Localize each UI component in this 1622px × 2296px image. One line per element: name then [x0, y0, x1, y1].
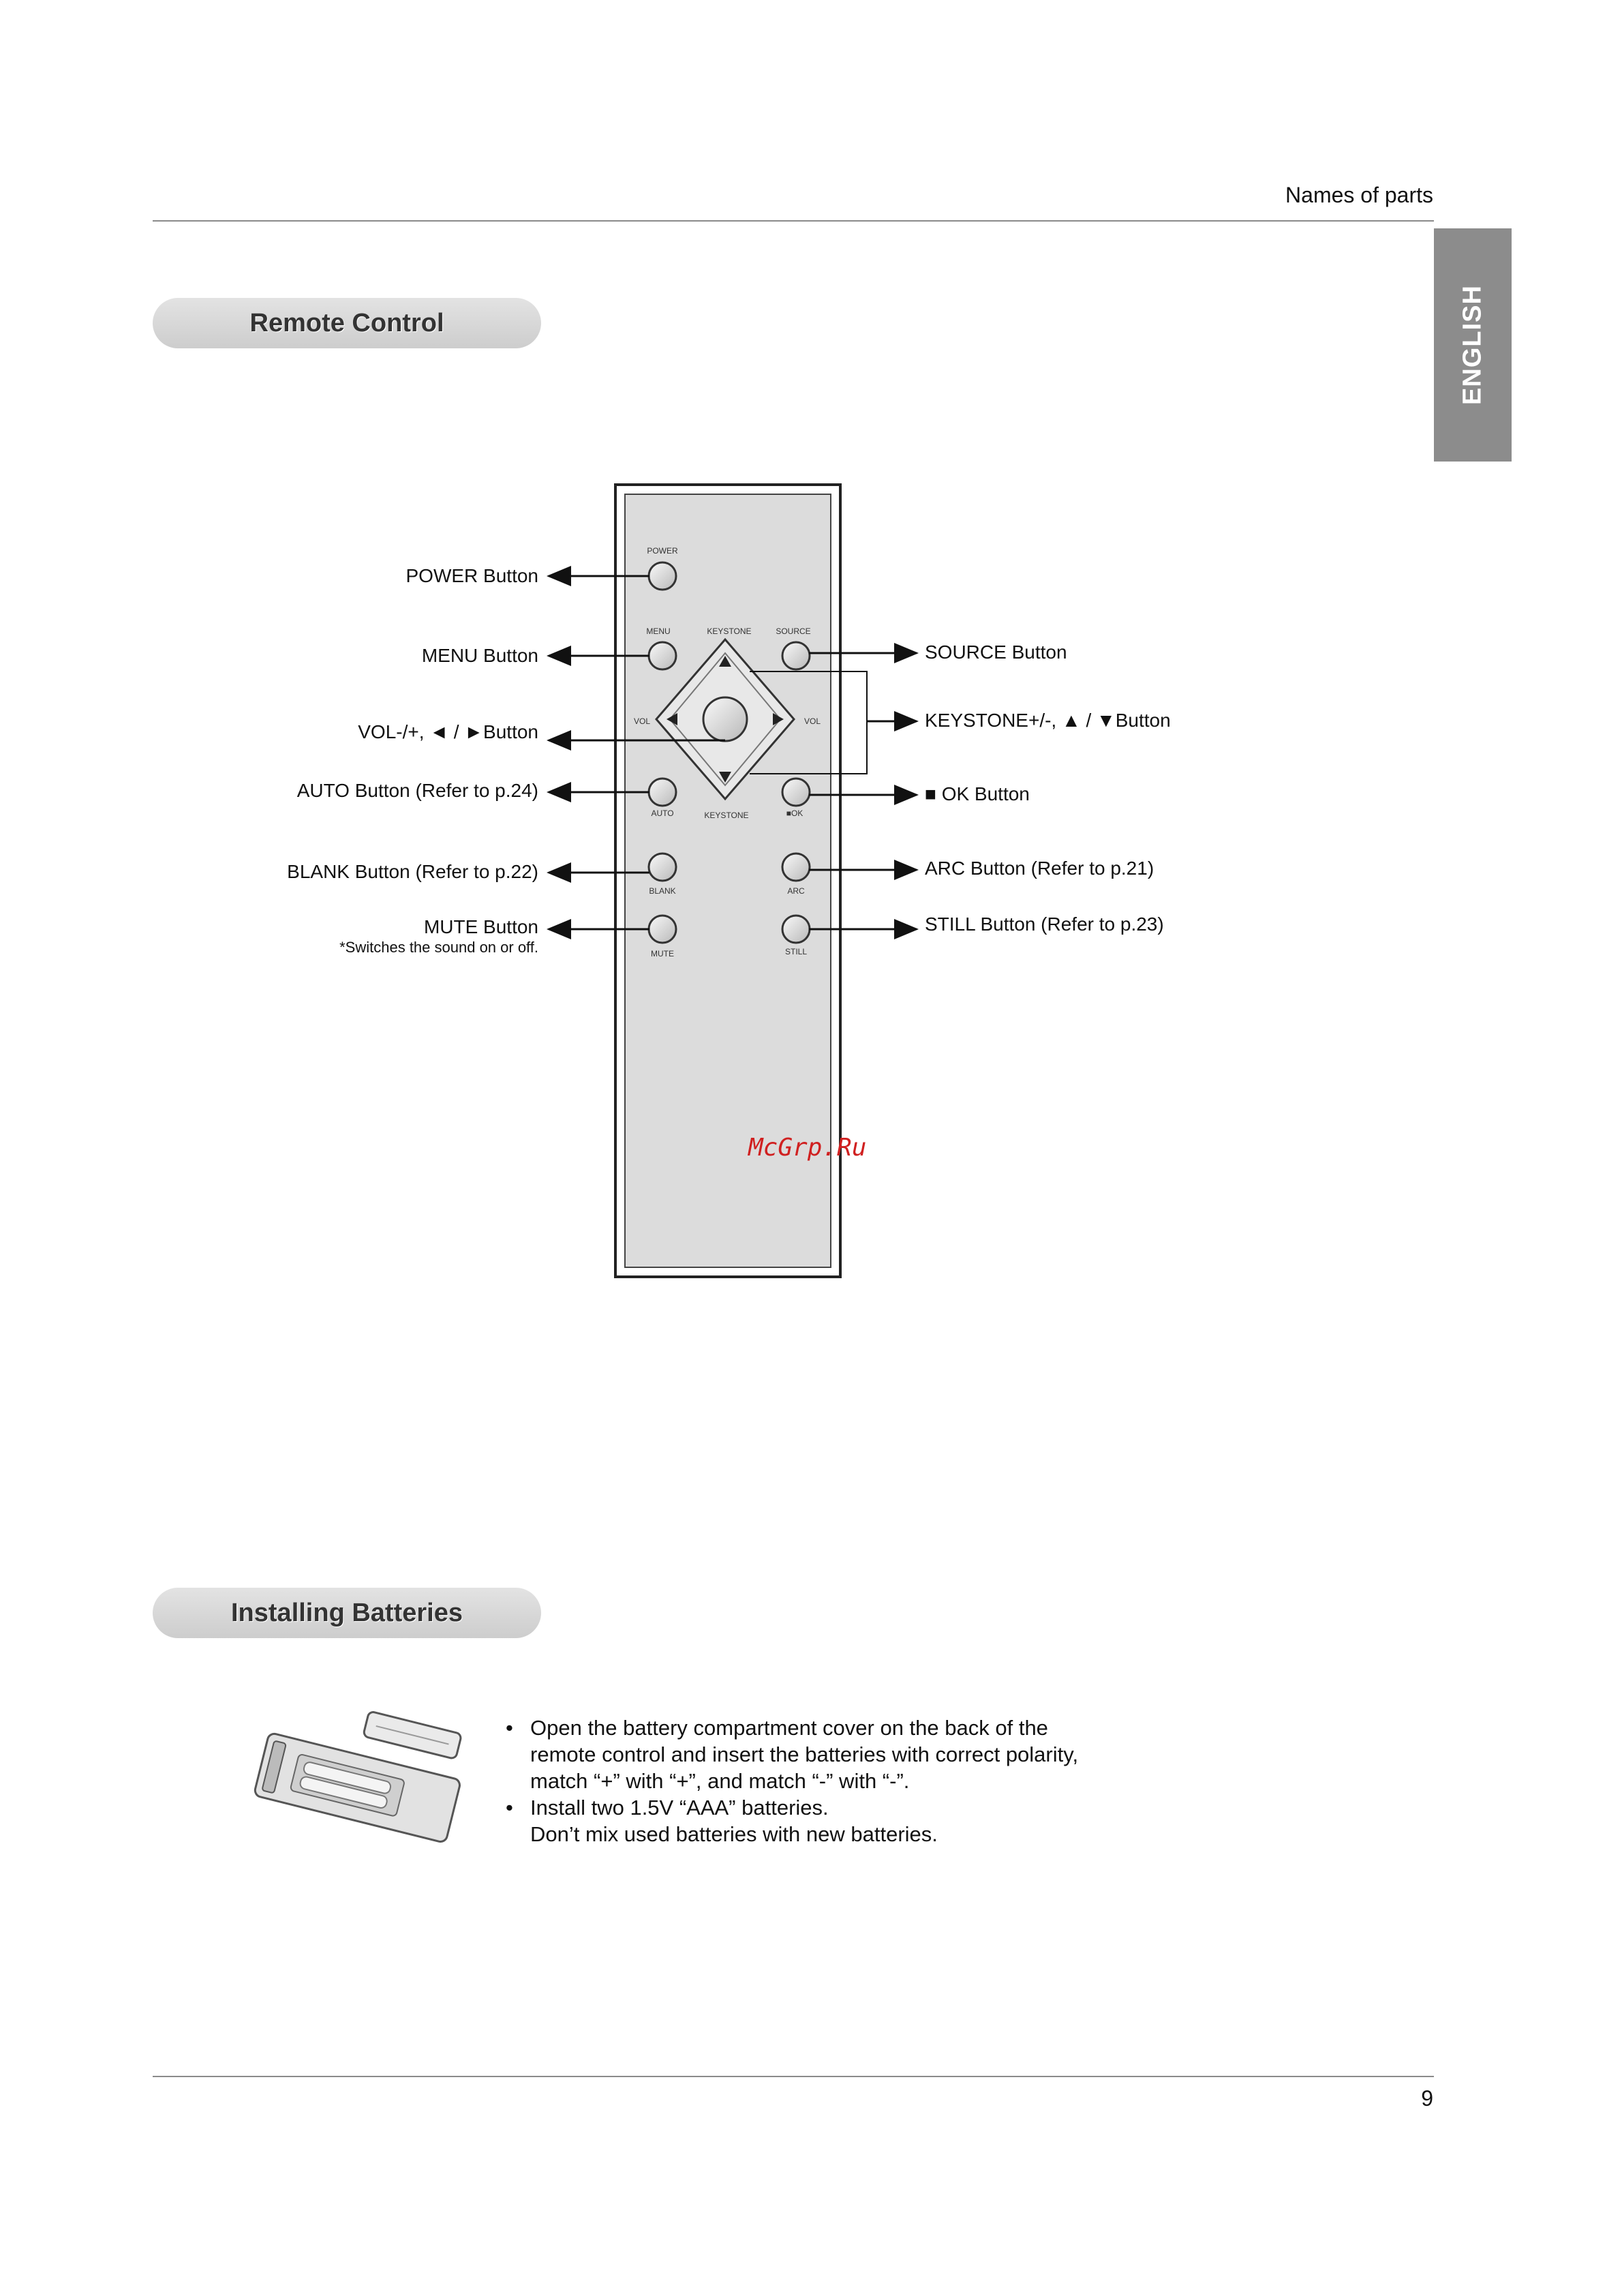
remote-label-vol-plus: VOL	[804, 716, 821, 726]
callout-mute: MUTE Button	[423, 916, 538, 937]
callout-auto: AUTO Button (Refer to p.24)	[296, 780, 538, 801]
remote-label-mute: MUTE	[651, 949, 674, 958]
callout-keystone: KEYSTONE+/-, ▲ / ▼Button	[925, 710, 1171, 731]
remote-label-power: POWER	[647, 546, 678, 556]
nav-center-button	[703, 697, 747, 741]
bullet-line: match “+” with “+”, and match “-” with “-”.	[530, 1769, 910, 1793]
watermark: McGrp.Ru	[748, 1134, 867, 1162]
bullet-line: Install two 1.5V “AAA” batteries.	[530, 1796, 829, 1819]
mute-button	[649, 916, 676, 943]
callout-still: STILL Button (Refer to p.23)	[925, 913, 1164, 935]
remote-label-ok: ■OK	[786, 809, 804, 818]
bullet-item: • Install two 1.5V “AAA” batteries. Don’t mix used batteries with new batteries.	[504, 1794, 1118, 1847]
bullet-item: • Open the battery compartment cover on the back of the remote control and insert the batteries with correct polarity, match “+” with “+”, and match “-” with “-”.	[504, 1715, 1118, 1794]
blank-button	[649, 854, 676, 881]
source-button	[782, 642, 810, 669]
bullet-line: Don’t mix used batteries with new batteries.	[530, 1822, 938, 1846]
callout-arc: ARC Button (Refer to p.21)	[925, 858, 1154, 879]
still-button	[782, 916, 810, 943]
arc-button	[782, 854, 810, 881]
bullet-line: Open the battery compartment cover on the back of the	[530, 1716, 1048, 1740]
callout-menu: MENU Button	[421, 645, 538, 666]
remote-label-keystone-bottom: KEYSTONE	[704, 811, 749, 820]
section-heading-installing-batteries: Installing Batteries	[153, 1588, 541, 1638]
battery-instructions	[504, 1715, 1118, 1847]
remote-label-still: STILL	[784, 947, 808, 956]
remote-label-auto: AUTO	[651, 809, 674, 818]
power-button	[649, 562, 676, 590]
page-number: 9	[1421, 2086, 1433, 2111]
remote-label-arc: ARC	[787, 886, 805, 896]
language-tab-label: ENGLISH	[1458, 285, 1487, 405]
bullet-line: remote control and insert the batteries with correct polarity,	[530, 1742, 1079, 1766]
ok-button	[782, 779, 810, 806]
callout-source: SOURCE Button	[925, 641, 1067, 663]
header-section-title: Names of parts	[1285, 183, 1433, 207]
callout-mute-note: *Switches the sound on or off.	[339, 939, 538, 956]
callout-ok: ■ OK Button	[925, 783, 1030, 804]
callout-vol: VOL-/+, ◄ / ►Button	[358, 721, 538, 742]
remote-label-menu: MENU	[646, 626, 671, 636]
battery-illustration	[245, 1708, 470, 1864]
remote-label-source: SOURCE	[776, 626, 811, 636]
remote-label-keystone-top: KEYSTONE	[707, 626, 752, 636]
remote-label-vol-minus: VOL	[633, 716, 651, 726]
callout-blank: BLANK Button (Refer to p.22)	[287, 861, 538, 882]
callout-power: POWER Button	[406, 565, 538, 586]
section-heading-remote-control: Remote Control	[153, 298, 541, 348]
footer-rule	[153, 2076, 1434, 2077]
menu-button	[649, 642, 676, 669]
auto-button	[649, 779, 676, 806]
remote-label-blank: BLANK	[649, 886, 676, 896]
